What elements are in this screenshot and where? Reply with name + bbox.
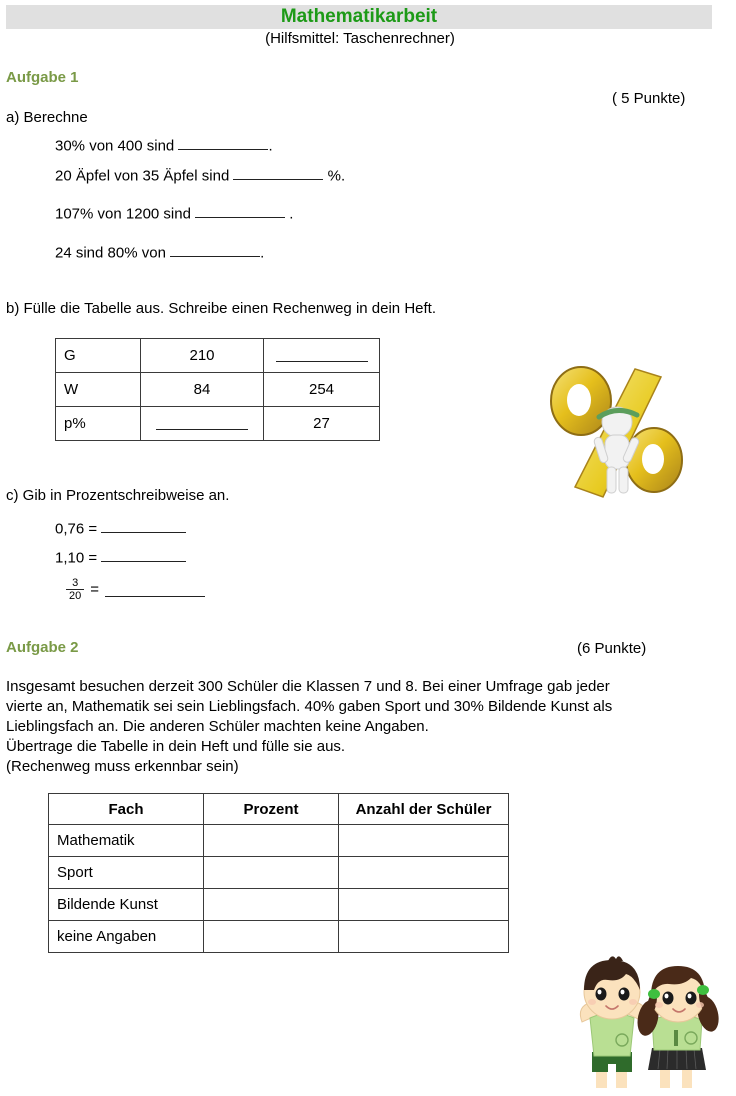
table-row — [49, 857, 509, 889]
paragraph-line: Lieblingsfach an. Die anderen Schüler machten keine Angaben. — [6, 718, 429, 735]
cell-anzahl[interactable] — [339, 889, 509, 921]
paragraph-line: vierte an, Mathematik sei sein Lieblingsfach. 40% gaben Sport und 30% Bildende Kunst als — [6, 698, 613, 715]
cell-value: 210 — [141, 339, 264, 373]
answer-blank[interactable] — [101, 547, 186, 562]
task-1a-item-4-before: 24 sind 80% von — [55, 244, 166, 262]
task-1c-label: c) Gib in Prozentschreibweise an. — [6, 487, 230, 504]
task-1-points: ( 5 Punkte) — [612, 90, 686, 107]
cell-prozent[interactable] — [204, 857, 339, 889]
cell-prozent[interactable] — [204, 825, 339, 857]
cell-blank[interactable] — [141, 407, 264, 441]
answer-blank[interactable] — [101, 518, 186, 533]
task-1b-label: b) Fülle die Tabelle aus. Schreibe einen Rechenweg in dein Heft. — [6, 300, 436, 317]
table-lieblingsfach — [48, 793, 509, 953]
cell-fach: Bildende Kunst — [49, 889, 204, 921]
answer-blank[interactable] — [170, 242, 260, 257]
task-1a-item-2-after: %. — [327, 167, 346, 185]
task-1a-item-2-before: 20 Äpfel von 35 Äpfel sind — [55, 167, 230, 185]
fraction-denominator: 20 — [66, 589, 84, 602]
cell-value: 27 — [264, 407, 380, 441]
task-1a-item-3-after: . — [289, 205, 294, 223]
equals-sign: = — [88, 549, 98, 567]
task-1a-item-1 — [55, 135, 273, 154]
task-2-paragraph — [6, 677, 706, 777]
task-1c-item-3 — [66, 577, 205, 602]
cell-fach: keine Angaben — [49, 921, 204, 953]
cell-anzahl[interactable] — [339, 825, 509, 857]
table-row — [56, 373, 380, 407]
equals-sign: = — [88, 520, 98, 538]
table-row — [56, 407, 380, 441]
task-1a-item-1-after: . — [268, 137, 273, 155]
cell-value: 84 — [141, 373, 264, 407]
equals-sign: = — [90, 581, 100, 599]
table-row — [49, 921, 509, 953]
task-1c-item-2-value: 1,10 — [55, 549, 85, 567]
answer-blank[interactable] — [195, 203, 285, 218]
table-row — [56, 339, 380, 373]
task-2-points: (6 Punkte) — [577, 640, 647, 657]
table-grundwert-prozentwert — [55, 338, 380, 441]
answer-blank[interactable] — [178, 135, 268, 150]
column-header-fach: Fach — [49, 794, 204, 825]
answer-blank[interactable] — [105, 582, 205, 597]
paragraph-line: (Rechenweg muss erkennbar sein) — [6, 758, 239, 775]
answer-blank[interactable] — [233, 165, 323, 180]
task-1c-item-1-value: 0,76 — [55, 520, 85, 538]
column-header-anzahl: Anzahl der Schüler — [339, 794, 509, 825]
column-header-prozent: Prozent — [204, 794, 339, 825]
cell-blank[interactable] — [264, 339, 380, 373]
task-1c-item-1 — [55, 518, 186, 537]
task-1a-item-4 — [55, 242, 264, 261]
cell-fach: Sport — [49, 857, 204, 889]
boy-figure — [580, 956, 646, 1088]
girl-figure — [634, 966, 722, 1088]
answer-blank[interactable] — [156, 418, 248, 430]
task-1a-item-3 — [55, 203, 293, 222]
page-subtitle: (Hilfsmittel: Taschenrechner) — [265, 30, 455, 47]
task-1-heading: Aufgabe 1 — [6, 69, 79, 86]
page-title: Mathematikarbeit — [280, 6, 438, 27]
cell-fach: Mathematik — [49, 825, 204, 857]
task-1a-item-4-after: . — [260, 244, 265, 262]
table-header-row — [49, 794, 509, 825]
paragraph-line: Insgesamt besuchen derzeit 300 Schüler die Klassen 7 und 8. Bei einer Umfrage gab jeder — [6, 678, 610, 695]
task-1a-item-2 — [55, 165, 345, 184]
cell-prozent[interactable] — [204, 889, 339, 921]
table-row — [49, 825, 509, 857]
cell-label: p% — [56, 407, 141, 441]
task-1a-item-1-before: 30% von 400 sind — [55, 137, 175, 155]
cell-anzahl[interactable] — [339, 857, 509, 889]
cell-label: W — [56, 373, 141, 407]
fraction-three-twentieths — [66, 577, 84, 602]
task-1a-label: a) Berechne — [6, 109, 88, 126]
cell-anzahl[interactable] — [339, 921, 509, 953]
percent-sign-illustration — [527, 357, 707, 505]
task-2-heading: Aufgabe 2 — [6, 639, 79, 656]
task-1a-item-3-before: 107% von 1200 sind — [55, 205, 191, 223]
answer-blank[interactable] — [276, 350, 368, 362]
cell-value: 254 — [264, 373, 380, 407]
cell-label: G — [56, 339, 141, 373]
table-row — [49, 889, 509, 921]
task-1c-item-2 — [55, 547, 186, 566]
fraction-numerator: 3 — [72, 577, 79, 589]
children-illustration — [548, 948, 728, 1090]
cell-prozent[interactable] — [204, 921, 339, 953]
paragraph-line: Übertrage die Tabelle in dein Heft und fülle sie aus. — [6, 738, 346, 755]
